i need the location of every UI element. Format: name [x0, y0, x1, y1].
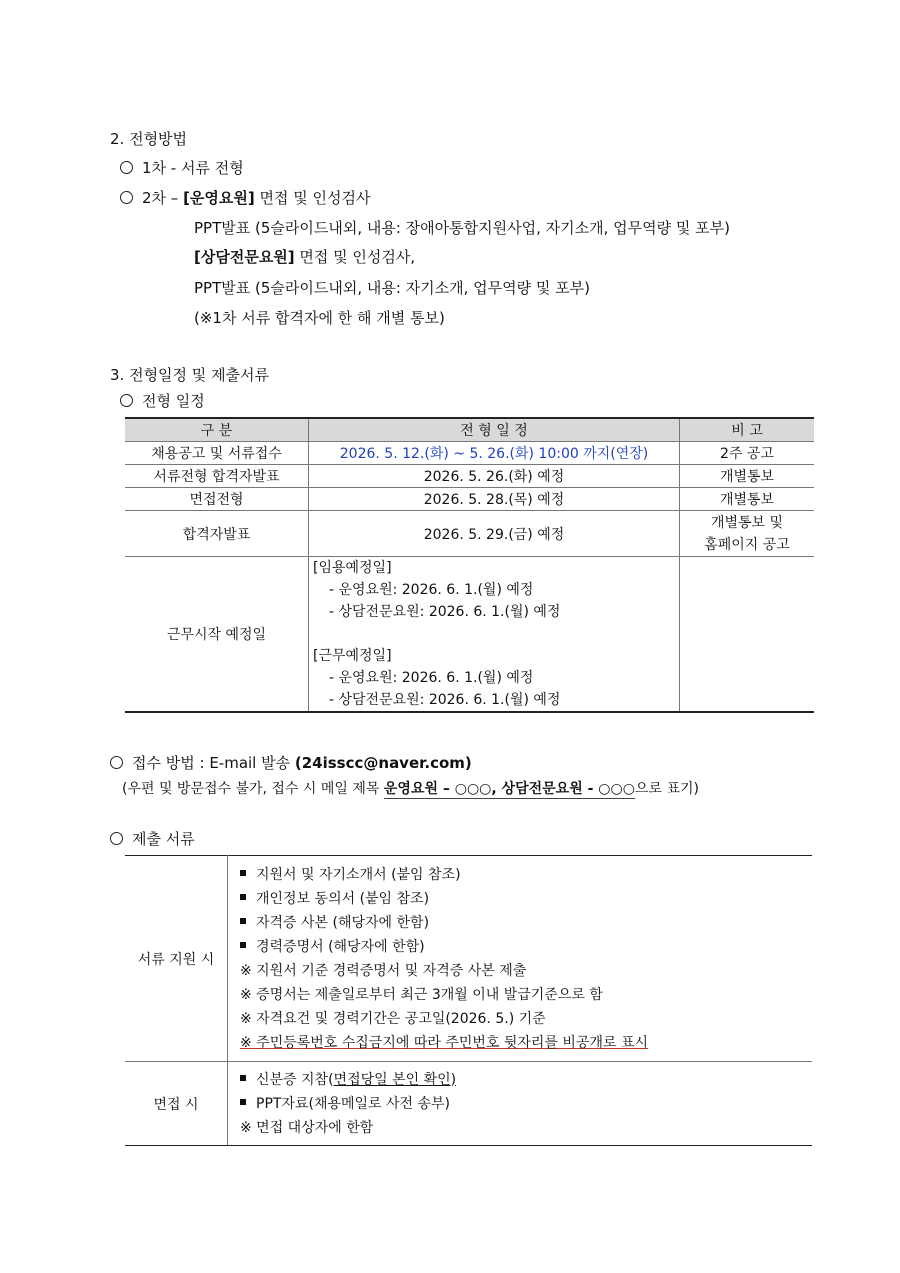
- note-item: ※ 면접 대상자에 한함: [240, 1119, 374, 1136]
- work-counselor: - 상담전문요원: 2026. 6. 1.(월) 예정: [329, 692, 561, 708]
- round-2-prefix: 2차 –: [142, 189, 184, 207]
- row-note: 개별통보: [680, 488, 815, 511]
- round-2-role2-line: [194, 246, 415, 267]
- apply-method-line: [110, 752, 472, 773]
- schedule-subtitle-line: [120, 390, 205, 411]
- circle-bullet-icon: [110, 832, 123, 845]
- docs-row2-label: 면접 시: [125, 1062, 228, 1146]
- list-item: 신분증 지참(면접당일 본인 확인): [240, 1068, 812, 1092]
- round-1-line: [120, 157, 244, 178]
- row-category: 면접전형: [125, 488, 309, 511]
- note-item-red: ※ 주민등록번호 수집금지에 따라 주민번호 뒷자리를 비공개로 표시: [240, 1034, 649, 1051]
- docs-title: 제출 서류: [132, 830, 195, 848]
- schedule-subtitle: 전형 일정: [142, 392, 205, 410]
- appoint-staff: - 운영요원: 2026. 6. 1.(월) 예정: [329, 582, 534, 598]
- table-row: [125, 488, 814, 511]
- apply-label: 접수 방법 : E-mail 발송: [132, 754, 295, 772]
- list-item: 지원서 및 자기소개서 (붙임 참조): [240, 863, 812, 887]
- docs-row1-content: [228, 856, 813, 1062]
- row-date: 2026. 5. 28.(목) 예정: [309, 488, 680, 511]
- note-item: ※ 증명서는 제출일로부터 최근 3개월 이내 발급기준으로 함: [240, 986, 603, 1003]
- square-bullet-icon: [240, 1075, 246, 1081]
- round-2-suffix: 면접 및 인성검사: [254, 189, 371, 207]
- row-note-line1: 개별통보 및: [710, 514, 784, 531]
- section-2-title: 2. 전형방법: [110, 130, 188, 148]
- round-2-role: [운영요원]: [183, 189, 255, 207]
- round-2-role2-suffix: 면접 및 인성검사,: [294, 248, 416, 266]
- apply-note-prefix: (우편 및 방문접수 불가, 접수 시 메일 제목: [122, 781, 384, 797]
- docs-title-line: [110, 828, 195, 849]
- round-1-text: 1차 - 서류 전형: [142, 159, 244, 177]
- row-note: 개별통보: [680, 465, 815, 488]
- square-bullet-icon: [240, 894, 246, 900]
- circle-bullet-icon: [120, 394, 133, 407]
- table-row: [125, 465, 814, 488]
- row-note: 2주 공고: [680, 442, 815, 465]
- work-staff: - 운영요원: 2026. 6. 1.(월) 예정: [329, 670, 534, 686]
- table-row: [125, 511, 814, 557]
- row-note: [680, 557, 815, 713]
- apply-note-suffix: 으로 표기): [634, 781, 699, 797]
- schedule-header-row: [125, 418, 814, 442]
- square-bullet-icon: [240, 942, 246, 948]
- table-row: [125, 442, 814, 465]
- apply-note-title: 운영요원 – ○○○, 상담전문요원 - ○○○: [383, 781, 635, 797]
- note-item: ※ 자격요건 및 경력기간은 공고일(2026. 5.) 기준: [240, 1010, 546, 1027]
- col-header-category: 구 분: [125, 418, 309, 442]
- list-item: PPT자료(채용메일로 사전 송부): [240, 1092, 812, 1116]
- row-date: 2026. 5. 26.(화) 예정: [309, 465, 680, 488]
- row-date: 2026. 5. 12.(화) ~ 5. 26.(화) 10:00 까지(연장): [309, 442, 680, 465]
- square-bullet-icon: [240, 918, 246, 924]
- circle-bullet-icon: [110, 756, 123, 769]
- apply-email: (24isscc@naver.com): [294, 754, 472, 772]
- row-date: 2026. 5. 29.(금) 예정: [309, 511, 680, 557]
- list-item: 경력증명서 (해당자에 한함): [240, 935, 812, 959]
- round-2-line: [120, 187, 371, 208]
- row-category: 서류전형 합격자발표: [125, 465, 309, 488]
- row-date-detail: [309, 557, 680, 713]
- docs-table: [125, 855, 812, 1146]
- work-heading: [근무예정일]: [313, 648, 392, 664]
- table-row: [125, 856, 812, 1062]
- col-header-date: 전 형 일 정: [309, 418, 680, 442]
- table-row: [125, 557, 814, 713]
- round-2-ppt2: PPT발표 (5슬라이드내외, 내용: 자기소개, 업무역량 및 포부): [194, 279, 590, 297]
- round-2-role2: [상담전문요원]: [194, 248, 295, 266]
- list-item: 개인정보 동의서 (붙임 참조): [240, 887, 812, 911]
- row-note-line2: 홈페이지 공고: [704, 536, 790, 553]
- schedule-table: [125, 417, 814, 713]
- appoint-counselor: - 상담전문요원: 2026. 6. 1.(월) 예정: [329, 604, 561, 620]
- row-category: 합격자발표: [125, 511, 309, 557]
- row-category: 채용공고 및 서류접수: [125, 442, 309, 465]
- row-category: 근무시작 예정일: [125, 557, 309, 713]
- table-row: [125, 1062, 812, 1146]
- square-bullet-icon: [240, 1099, 246, 1105]
- docs-row2-content: [228, 1062, 813, 1146]
- round-2-ppt: PPT발표 (5슬라이드내외, 내용: 장애아통합지원사업, 자기소개, 업무역량 및 포부): [194, 219, 730, 237]
- docs-row1-label: 서류 지원 시: [125, 856, 228, 1062]
- section-3-title: 3. 전형일정 및 제출서류: [110, 366, 270, 384]
- appoint-heading: [임용예정일]: [313, 560, 392, 576]
- round-2-note: (※1차 서류 합격자에 한 해 개별 통보): [194, 309, 445, 327]
- circle-bullet-icon: [120, 191, 133, 204]
- row-note: [680, 511, 815, 557]
- col-header-note: 비 고: [680, 418, 815, 442]
- circle-bullet-icon: [120, 161, 133, 174]
- apply-note-line: [122, 778, 699, 798]
- list-item: 자격증 사본 (해당자에 한함): [240, 911, 812, 935]
- square-bullet-icon: [240, 870, 246, 876]
- note-item: ※ 지원서 기준 경력증명서 및 자격증 사본 제출: [240, 962, 527, 979]
